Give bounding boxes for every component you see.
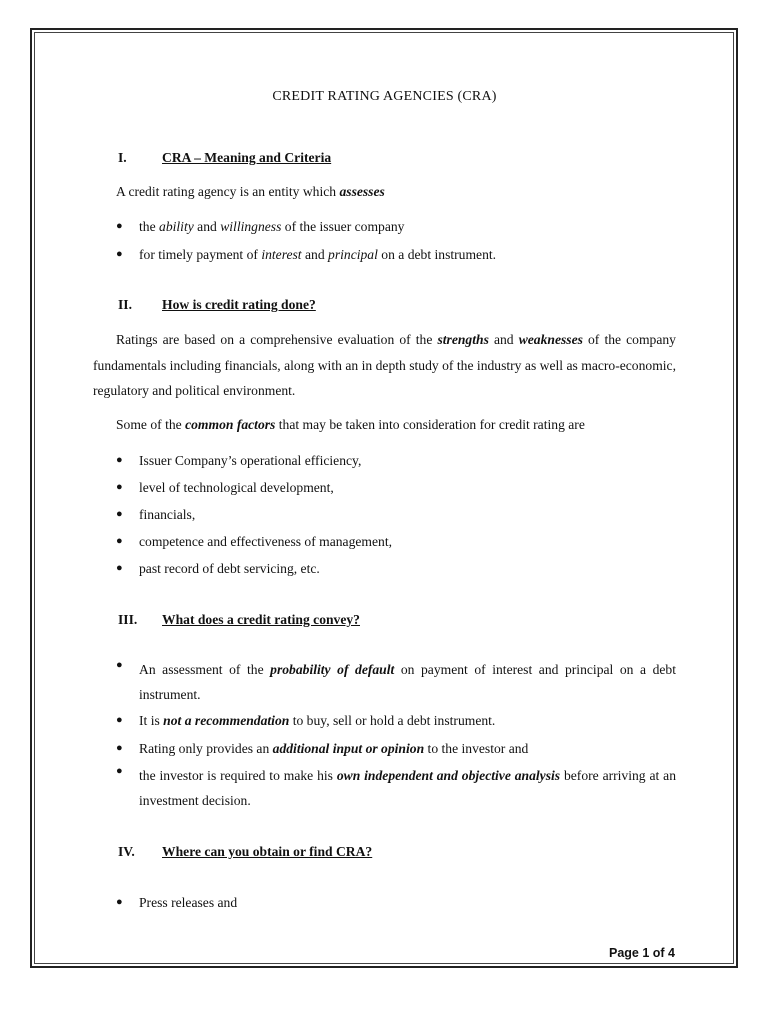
section-title: CRA – Meaning and Criteria [162, 150, 332, 165]
list-item: ● for timely payment of interest and principal on a debt instrument. [116, 247, 497, 262]
paragraph: Ratings are based on a comprehensive evaluation of the strengths and weaknesses of the company fundamentals including financials, along with an in depth study of the industry as well as macro-economic, regulatory and political environment. [93, 332, 676, 398]
bullet-icon: ● [116, 454, 123, 466]
section-number: IV. [118, 844, 135, 859]
page-number: Page 1 of 4 [609, 946, 675, 960]
section-title: Where can you obtain or find CRA? [162, 844, 373, 859]
list-item: ● Issuer Company’s operational efficiency, [116, 453, 362, 468]
bullet-icon: ● [116, 714, 123, 726]
document-title: CREDIT RATING AGENCIES (CRA) [272, 89, 497, 104]
bullet-icon: ● [116, 508, 123, 520]
section-heading-1 [118, 149, 331, 166]
list-item: ● level of technological development, [116, 480, 334, 495]
section-title: How is credit rating done? [162, 297, 316, 312]
bullet-icon: ● [116, 562, 123, 574]
bullet-icon: ● [116, 765, 123, 777]
list-item: ● Press releases and [116, 895, 238, 910]
section-number: III. [118, 612, 138, 627]
list-item: ● past record of debt servicing, etc. [116, 561, 320, 576]
paragraph: Some of the common factors that may be taken into consideration for credit rating are [116, 417, 585, 432]
list-item: ● financials, [116, 507, 196, 522]
bullet-icon: ● [116, 248, 123, 260]
page-border-inner [34, 32, 734, 964]
list-item: ● competence and effectiveness of management, [116, 534, 393, 549]
list-item: ● An assessment of the probability of default on payment of interest and principal on a debt instrument. [116, 659, 676, 702]
bullet-icon: ● [116, 896, 123, 908]
list-item: ● It is not a recommendation to buy, sell or hold a debt instrument. [116, 713, 496, 728]
bullet-icon: ● [116, 481, 123, 493]
section-title: What does a credit rating convey? [162, 612, 360, 627]
section-number: I. [118, 150, 127, 165]
bullet-icon: ● [116, 535, 123, 547]
section-heading-4 [118, 843, 372, 860]
bullet-icon: ● [116, 742, 123, 754]
section-heading-2 [118, 296, 316, 313]
section-heading-3 [118, 611, 360, 628]
list-item: ● Rating only provides an additional input or opinion to the investor and [116, 741, 529, 756]
bullet-icon: ● [116, 220, 123, 232]
bullet-icon: ● [116, 659, 123, 671]
list-item: ● the ability and willingness of the issuer company [116, 219, 405, 234]
paragraph: A credit rating agency is an entity which assesses [116, 184, 385, 199]
list-item: ● the investor is required to make his own independent and objective analysis before arriving at an investment decision. [116, 765, 677, 808]
section-number: II. [118, 297, 132, 312]
